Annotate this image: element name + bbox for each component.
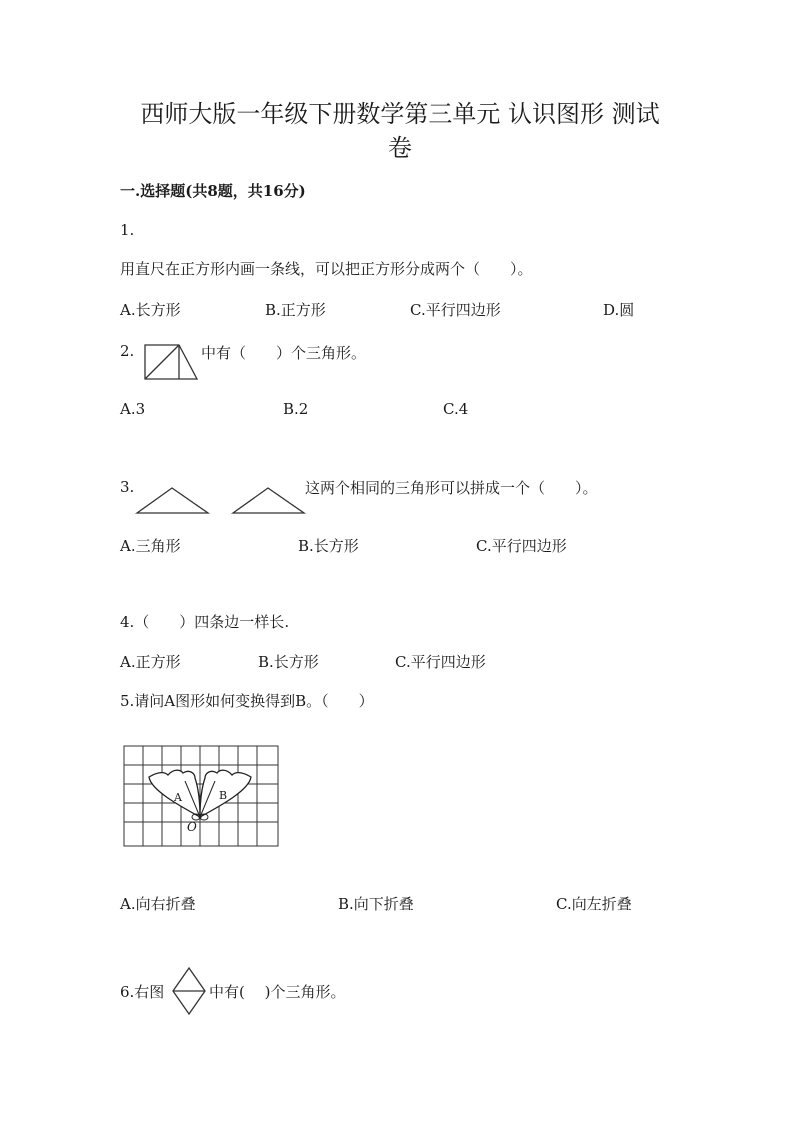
question-6-text-before: 6.右图 [120, 983, 165, 1001]
question-5-option-b[interactable]: B.向下折叠 [338, 895, 414, 913]
section-heading: 一.选择题(共8题，共16分) [120, 182, 306, 200]
triangle-right-icon [232, 486, 306, 516]
question-6-text-after: 中有( )个三角形。 [209, 983, 346, 1001]
question-2-option-b[interactable]: B.2 [283, 400, 309, 418]
question-1-number: 1. [120, 221, 135, 239]
question-1-text: 用直尺在正方形内画一条线，可以把正方形分成两个（ ）。 [120, 260, 533, 278]
question-3-number: 3. [120, 478, 135, 496]
figure-label-o: O [187, 820, 197, 834]
question-4-option-b[interactable]: B.长方形 [258, 653, 319, 671]
question-3-option-b[interactable]: B.长方形 [298, 537, 359, 555]
question-1-option-c[interactable]: C.平行四边形 [410, 301, 501, 319]
question-1-option-d[interactable]: D.圆 [603, 301, 635, 319]
question-4-option-c[interactable]: C.平行四边形 [395, 653, 486, 671]
question-3-option-a[interactable]: A.三角形 [120, 537, 181, 555]
question-4-option-a[interactable]: A.正方形 [120, 653, 181, 671]
page-title-line1: 西师大版一年级下册数学第三单元 认识图形 测试 [140, 100, 660, 128]
question-3-text: 这两个相同的三角形可以拼成一个（ ）。 [305, 479, 598, 497]
figure-label-b: B [219, 789, 228, 802]
grid-leaf-figure [123, 745, 279, 847]
question-2-option-c[interactable]: C.4 [443, 400, 469, 418]
question-4-text: 4.（ ）四条边一样长. [120, 613, 290, 631]
question-1-option-a[interactable]: A.长方形 [120, 301, 181, 319]
question-2-number: 2. [120, 342, 135, 360]
question-5-text: 5.请问A图形如何变换得到B。（ ） [120, 692, 374, 710]
rhombus-figure-icon [171, 966, 207, 1016]
question-1-option-b[interactable]: B.正方形 [265, 301, 326, 319]
question-5-option-c[interactable]: C.向左折叠 [556, 895, 632, 913]
question-2-option-a[interactable]: A.3 [120, 400, 146, 418]
question-2-text: 中有（ ）个三角形。 [201, 344, 367, 362]
page-title-line2: 卷 [388, 134, 412, 162]
triangle-left-icon [136, 486, 210, 516]
question-5-option-a[interactable]: A.向右折叠 [120, 895, 196, 913]
question-3-option-c[interactable]: C.平行四边形 [476, 537, 567, 555]
trapezoid-figure-icon [143, 343, 199, 381]
figure-label-a: A [174, 791, 182, 804]
